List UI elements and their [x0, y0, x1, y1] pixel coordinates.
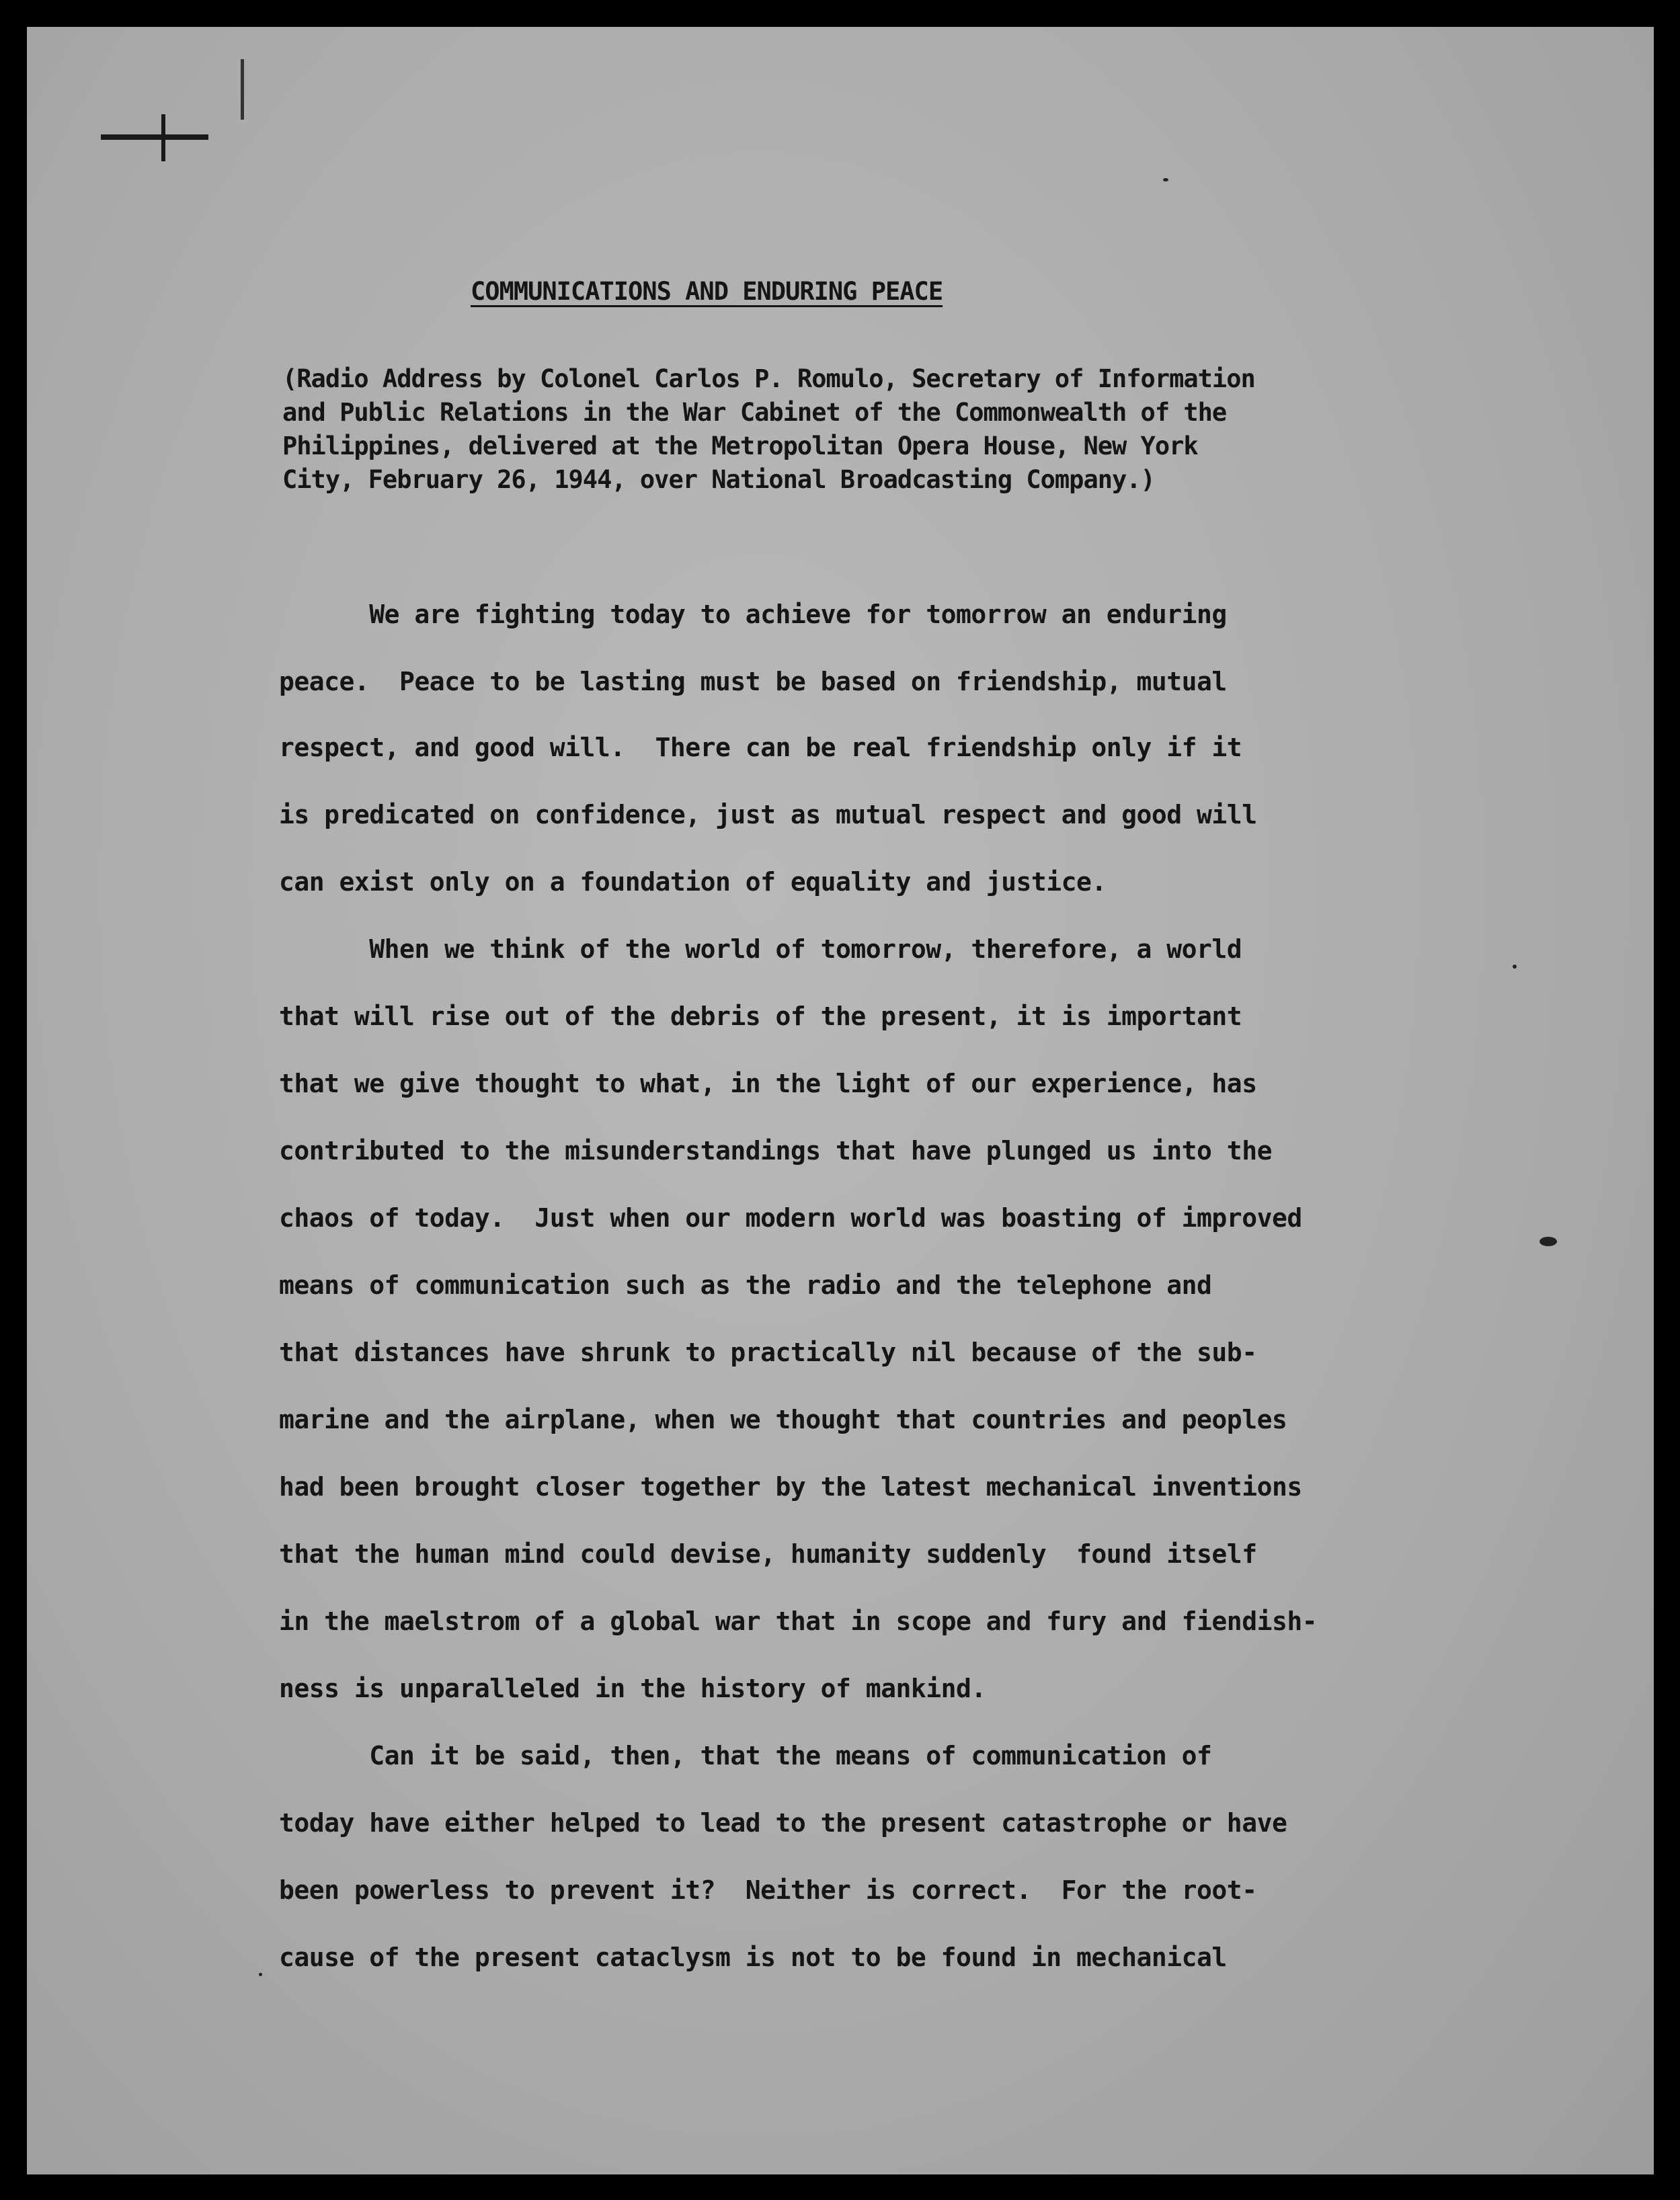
body-line: When we think of the world of tomorrow, therefore, a world [279, 934, 1242, 964]
body-line: that will rise out of the debris of the present, it is important [279, 1002, 1242, 1031]
subtitle-line: (Radio Address by Colonel Carlos P. Romulo, Secretary of Information [282, 364, 1255, 393]
subtitle-line: City, February 26, 1944, over National Broadcasting Company.) [282, 465, 1155, 494]
body-line: We are fighting today to achieve for tomorrow an enduring [279, 600, 1227, 629]
speck [259, 1973, 262, 1976]
subtitle-line: Philippines, delivered at the Metropolitan Opera House, New York [282, 432, 1198, 460]
body-line: means of communication such as the radio and the telephone and [279, 1270, 1212, 1300]
body-line: Can it be said, then, that the means of communication of [279, 1741, 1212, 1770]
body-line: cause of the present cataclysm is not to be found in mechanical [279, 1943, 1227, 1972]
typewritten-page [27, 27, 1654, 2174]
document-title: COMMUNICATIONS AND ENDURING PEACE [471, 277, 943, 306]
body-line: marine and the airplane, when we thought that countries and peoples [279, 1405, 1287, 1434]
body-line: that we give thought to what, in the light of our experience, has [279, 1069, 1257, 1098]
speck [1513, 965, 1517, 969]
body-line: today have either helped to lead to the present catastrophe or have [279, 1808, 1287, 1838]
speck [1163, 178, 1168, 181]
body-line: that the human mind could devise, humanity suddenly found itself [279, 1539, 1257, 1569]
body-line: respect, and good will. There can be real friendship only if it [279, 733, 1242, 762]
body-line: in the maelstrom of a global war that in scope and fury and fiendish- [279, 1606, 1318, 1636]
body-line: ness is unparalleled in the history of mankind. [279, 1674, 986, 1703]
body-line: contributed to the misunderstandings that have plunged us into the [279, 1136, 1272, 1166]
body-line: peace. Peace to be lasting must be based on friendship, mutual [279, 667, 1227, 696]
corner-mark-tick [161, 114, 165, 161]
body-line: that distances have shrunk to practically nil because of the sub- [279, 1338, 1257, 1367]
body-line: can exist only on a foundation of equality and justice. [279, 867, 1107, 897]
body-line: been powerless to prevent it? Neither is correct. For the root- [279, 1875, 1257, 1905]
corner-mark [101, 134, 208, 140]
speck [1539, 1237, 1557, 1246]
body-line: had been brought closer together by the latest mechanical inventions [279, 1472, 1302, 1502]
body-line: chaos of today. Just when our modern world was boasting of improved [279, 1203, 1302, 1233]
subtitle-line: and Public Relations in the War Cabinet of the Commonwealth of the [282, 398, 1227, 427]
body-line: is predicated on confidence, just as mutual respect and good will [279, 800, 1257, 829]
punch-mark [241, 59, 244, 120]
